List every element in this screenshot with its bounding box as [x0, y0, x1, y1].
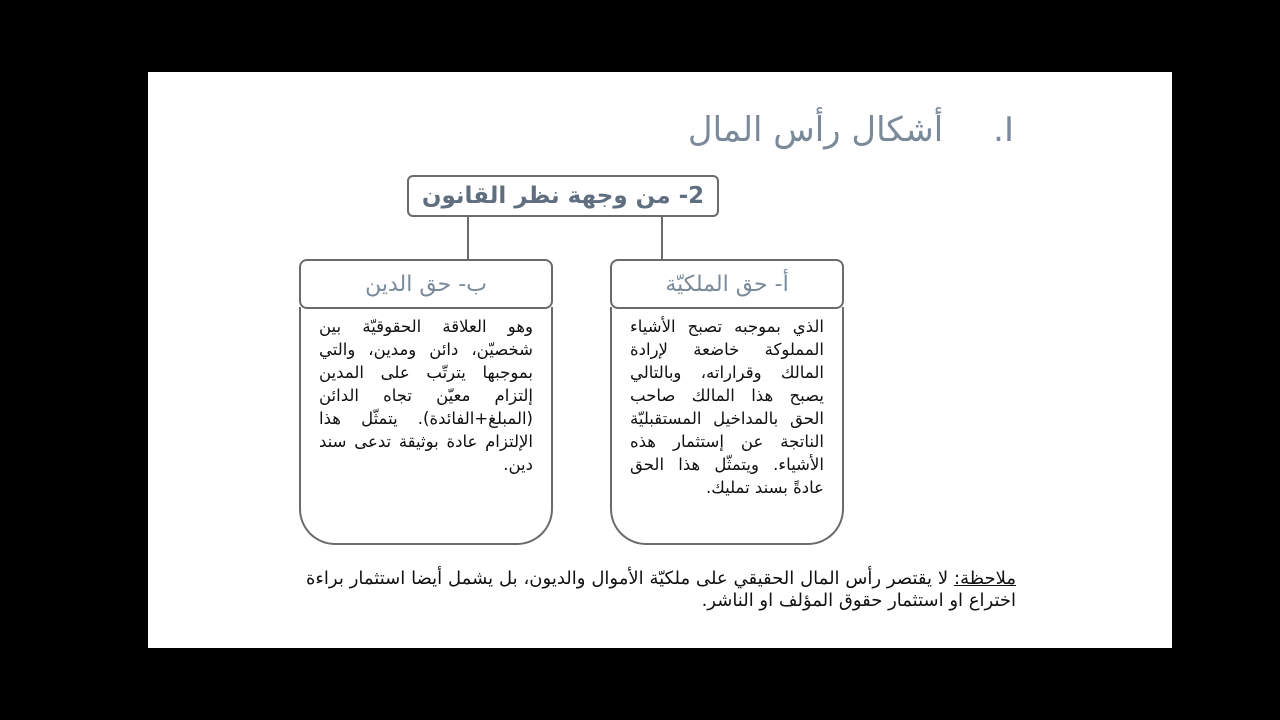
ownership-body: الذي بموجبه تصبح الأشياء المملوكة خاضعة لإرادة المالك وقراراته، وبالتالي يصبح هذا المالك صاحب الحق بالمداخيل المستقبليّة الناتجة عن إستثمار هذه الأشياء. ويتمثّل هذا الحق عادةً بسند تمليك.: [610, 307, 844, 545]
root-box: 2- من وجهة نظر القانون: [407, 175, 719, 217]
note: [306, 568, 1016, 612]
note-label: ملاحظة:: [954, 568, 1016, 589]
title-number: I.: [993, 110, 1014, 150]
debt-heading: ب- حق الدين: [299, 259, 553, 309]
debt-body: وهو العلاقة الحقوقيّة بين شخصيّن، دائن ومدين، والتي بموجبها يترتّب على المدين إلتزام معيّن تجاه الدائن (المبلغ+الفائدة). يتمثّل هذا الإلتزام عادة بوثيقة تدعى سند دين.: [299, 307, 553, 545]
slide: [148, 72, 1172, 648]
ownership-heading: أ- حق الملكيّة: [610, 259, 844, 309]
connector-right: [661, 217, 663, 259]
debt-box: [299, 259, 553, 545]
note-text: لا يقتصر رأس المال الحقيقي على ملكيّة الأموال والديون، بل يشمل أيضا استثمار براءة اختراع او استثمار حقوق المؤلف او الناشر.: [306, 568, 1016, 611]
slide-title: [688, 110, 1014, 150]
ownership-box: [610, 259, 844, 545]
connector-left: [467, 217, 469, 259]
title-text: أشكال رأس المال: [687, 110, 944, 150]
